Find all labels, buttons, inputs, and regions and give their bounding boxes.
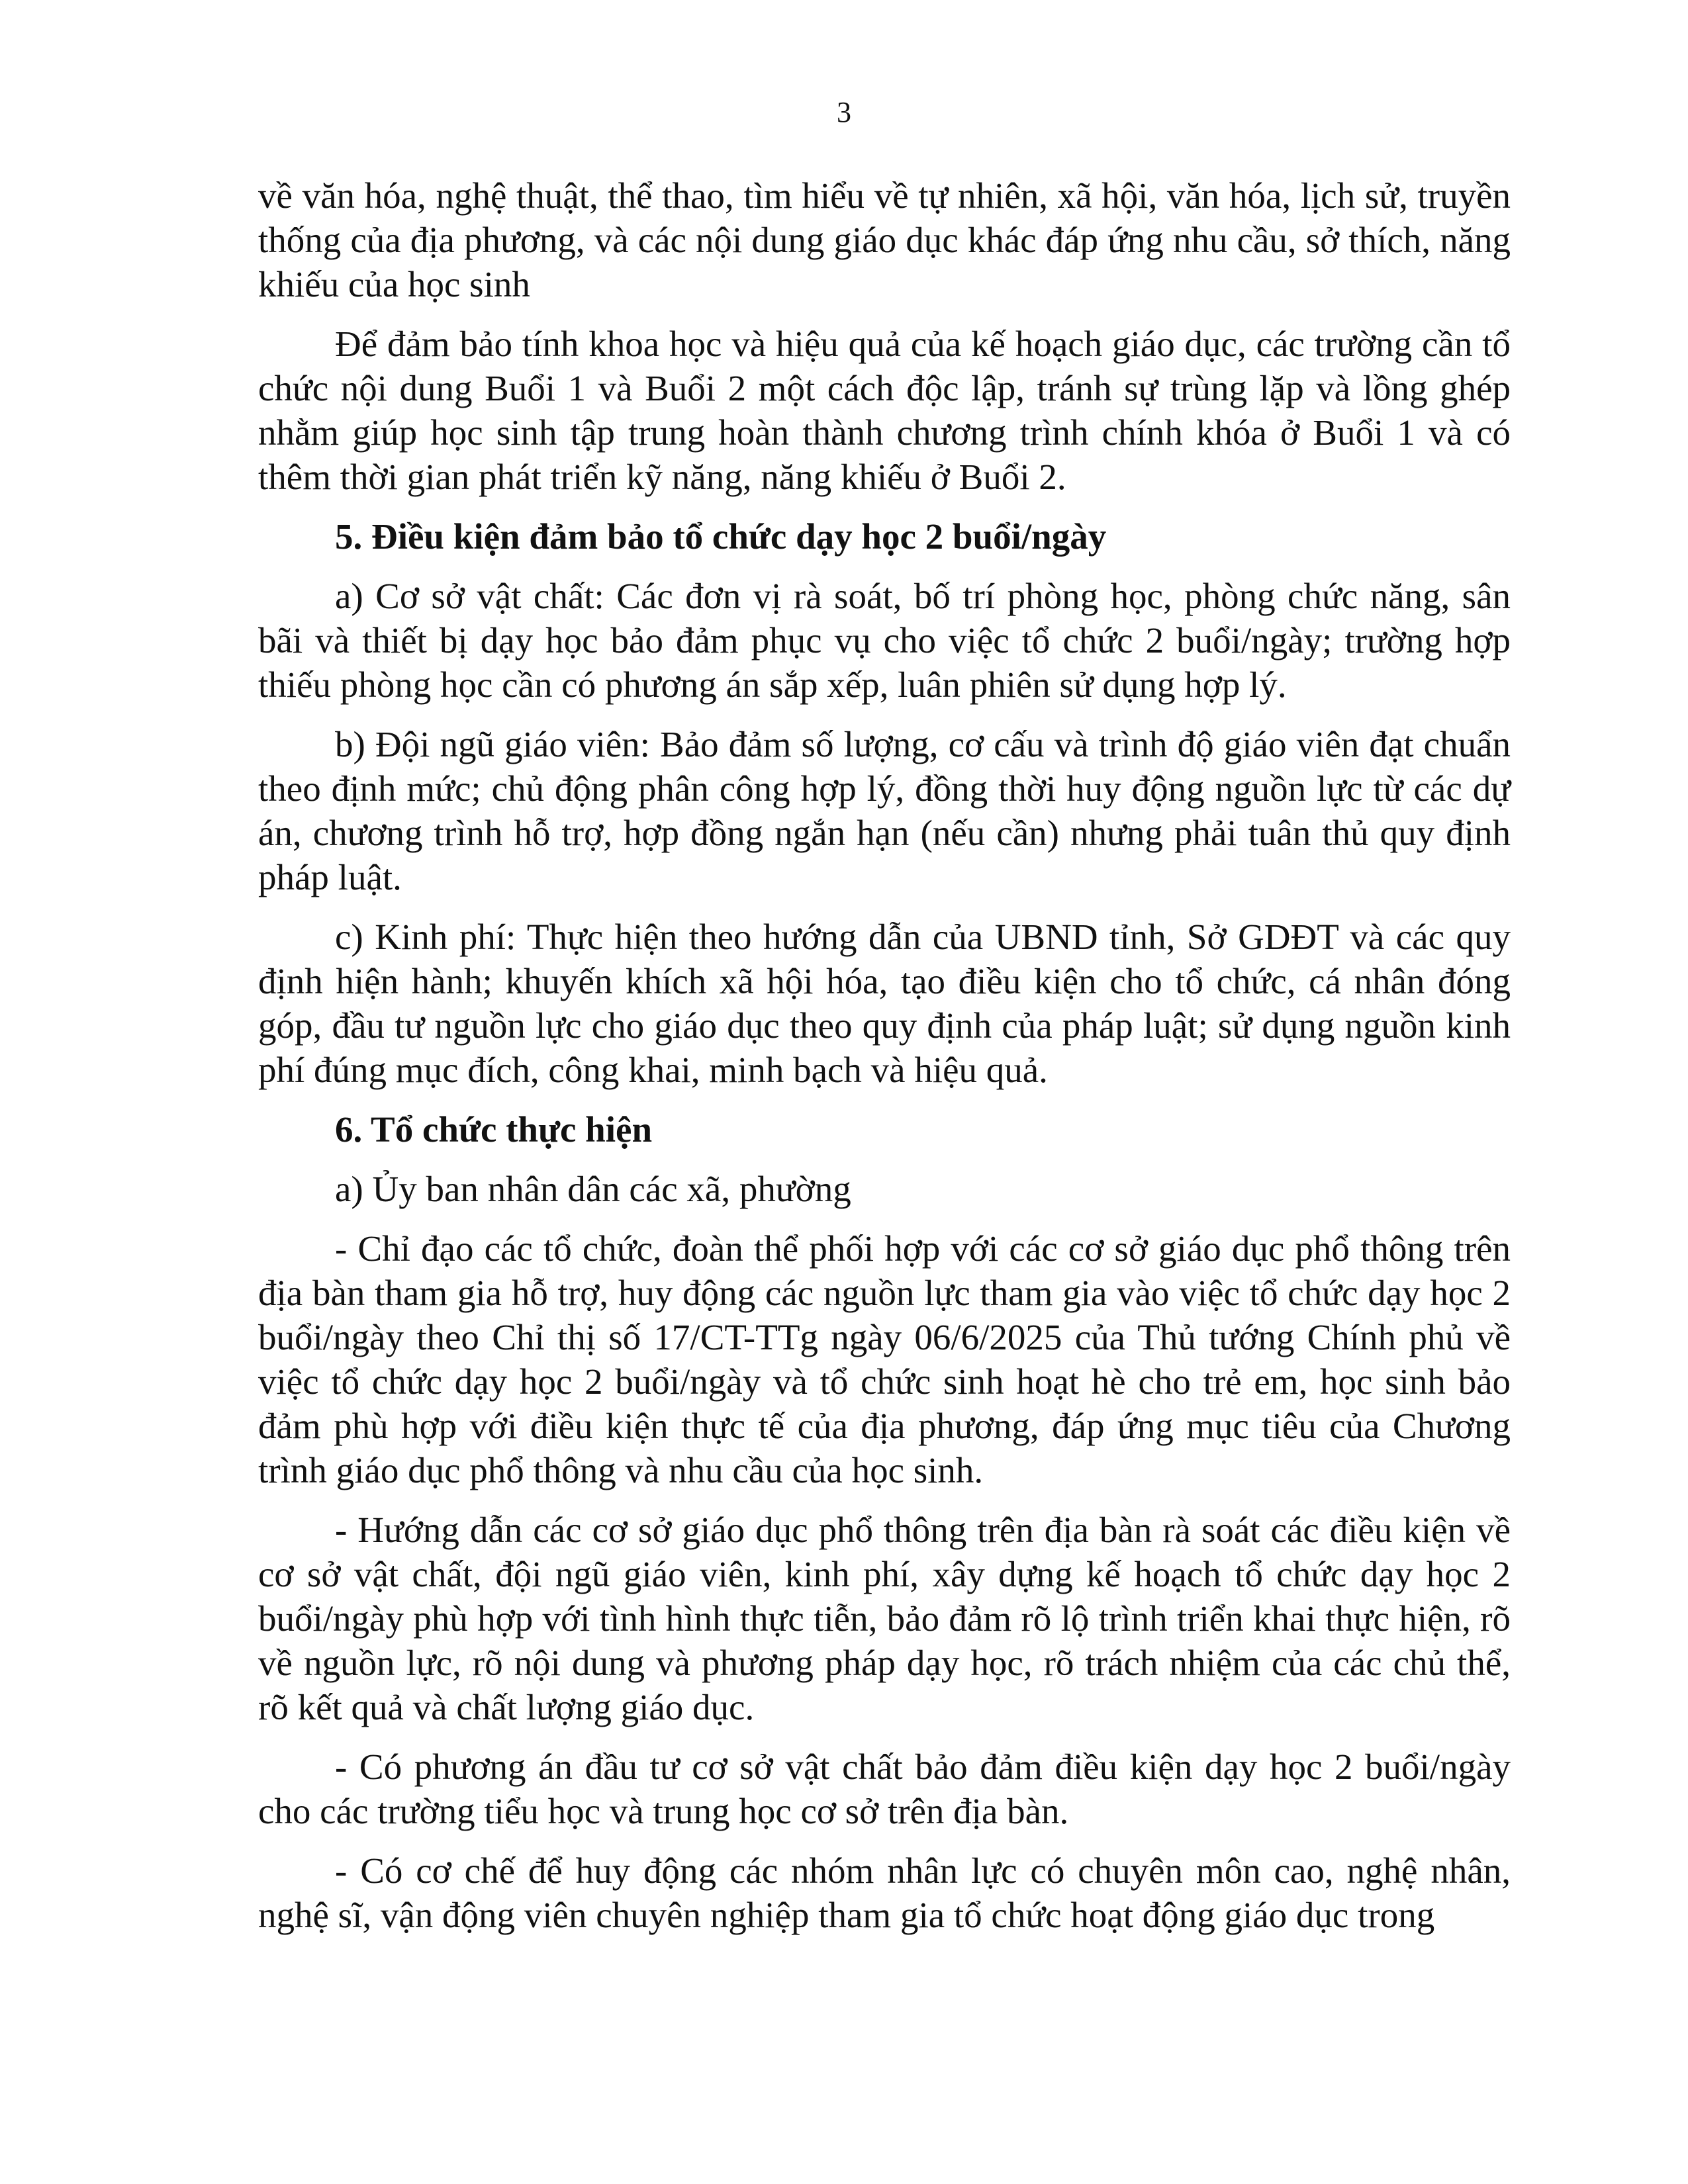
- subheading-commune-committee: a) Ủy ban nhân dân các xã, phường: [335, 1169, 851, 1209]
- section-heading-6: 6. Tổ chức thực hiện: [335, 1109, 653, 1150]
- paragraph-continuation: về văn hóa, nghệ thuật, thể thao, tìm hiểu về tự nhiên, xã hội, văn hóa, lịch sử, truyền thống của địa phương, và các nội dung giáo dục khác đáp ứng nhu cầu, sở thích, năng khiếu của học sinh: [258, 175, 1511, 304]
- paragraph-facilities: a) Cơ sở vật chất: Các đơn vị rà soát, bố trí phòng học, phòng chức năng, sân bãi và thiết bị dạy học bảo đảm phục vụ cho việc tổ chức 2 buổi/ngày; trường hợp thiếu phòng học cần có phương án sắp xếp, luân phiên sử dụng hợp lý.: [258, 576, 1511, 705]
- paragraph-teaching-staff: b) Đội ngũ giáo viên: Bảo đảm số lượng, cơ cấu và trình độ giáo viên đạt chuẩn theo định mức; chủ động phân công hợp lý, đồng thời huy động nguồn lực từ các dự án, chương trình hỗ trợ, hợp đồng ngắn hạn (nếu cần) nhưng phải tuân thủ quy định pháp luật.: [258, 724, 1511, 897]
- paragraph-session-organization: Để đảm bảo tính khoa học và hiệu quả của kế hoạch giáo dục, các trường cần tổ chức nội dung Buổi 1 và Buổi 2 một cách độc lập, tránh sự trùng lặp và lồng ghép nhằm giúp học sinh tập trung hoàn thành chương trình chính khóa ở Buổi 1 và có thêm thời gian phát triển kỹ năng, năng khiếu ở Buổi 2.: [258, 324, 1511, 497]
- paragraph-investment-plan: - Có phương án đầu tư cơ sở vật chất bảo đảm điều kiện dạy học 2 buổi/ngày cho các trường tiểu học và trung học cơ sở trên địa bàn.: [258, 1747, 1511, 1831]
- paragraph-guide-schools: - Hướng dẫn các cơ sở giáo dục phổ thông trên địa bàn rà soát các điều kiện về cơ sở vật chất, đội ngũ giáo viên, kinh phí, xây dựng kế hoạch tổ chức dạy học 2 buổi/ngày phù hợp với tình hình thực tiễn, bảo đảm rõ lộ trình triển khai thực hiện, rõ về nguồn lực, rõ nội dung và phương pháp dạy học, rõ trách nhiệm của các chủ thể, rõ kết quả và chất lượng giáo dục.: [258, 1510, 1511, 1727]
- paragraph-mobilize-personnel: - Có cơ chế để huy động các nhóm nhân lực có chuyên môn cao, nghệ nhân, nghệ sĩ, vận động viên chuyên nghiệp tham gia tổ chức hoạt động giáo dục trong: [258, 1850, 1511, 1935]
- paragraph-direct-organizations: - Chỉ đạo các tổ chức, đoàn thể phối hợp với các cơ sở giáo dục phổ thông trên địa bàn tham gia hỗ trợ, huy động các nguồn lực tham gia vào việc tổ chức dạy học 2 buổi/ngày theo Chỉ thị số 17/CT-TTg ngày 06/6/2025 của Thủ tướng Chính phủ về việc tổ chức dạy học 2 buổi/ngày và tổ chức sinh hoạt hè cho trẻ em, học sinh bảo đảm phù hợp với điều kiện thực tế của địa phương, đáp ứng mục tiêu của Chương trình giáo dục phổ thông và nhu cầu của học sinh.: [258, 1228, 1511, 1490]
- document-body: [258, 173, 1511, 1952]
- paragraph-funding: c) Kinh phí: Thực hiện theo hướng dẫn của UBND tỉnh, Sở GDĐT và các quy định hiện hành; khuyến khích xã hội hóa, tạo điều kiện cho tổ chức, cá nhân đóng góp, đầu tư nguồn lực cho giáo dục theo quy định của pháp luật; sử dụng nguồn kinh phí đúng mục đích, công khai, minh bạch và hiệu quả.: [258, 917, 1511, 1090]
- section-heading-5: 5. Điều kiện đảm bảo tổ chức dạy học 2 buổi/ngày: [335, 516, 1107, 557]
- page-number: 3: [837, 96, 851, 128]
